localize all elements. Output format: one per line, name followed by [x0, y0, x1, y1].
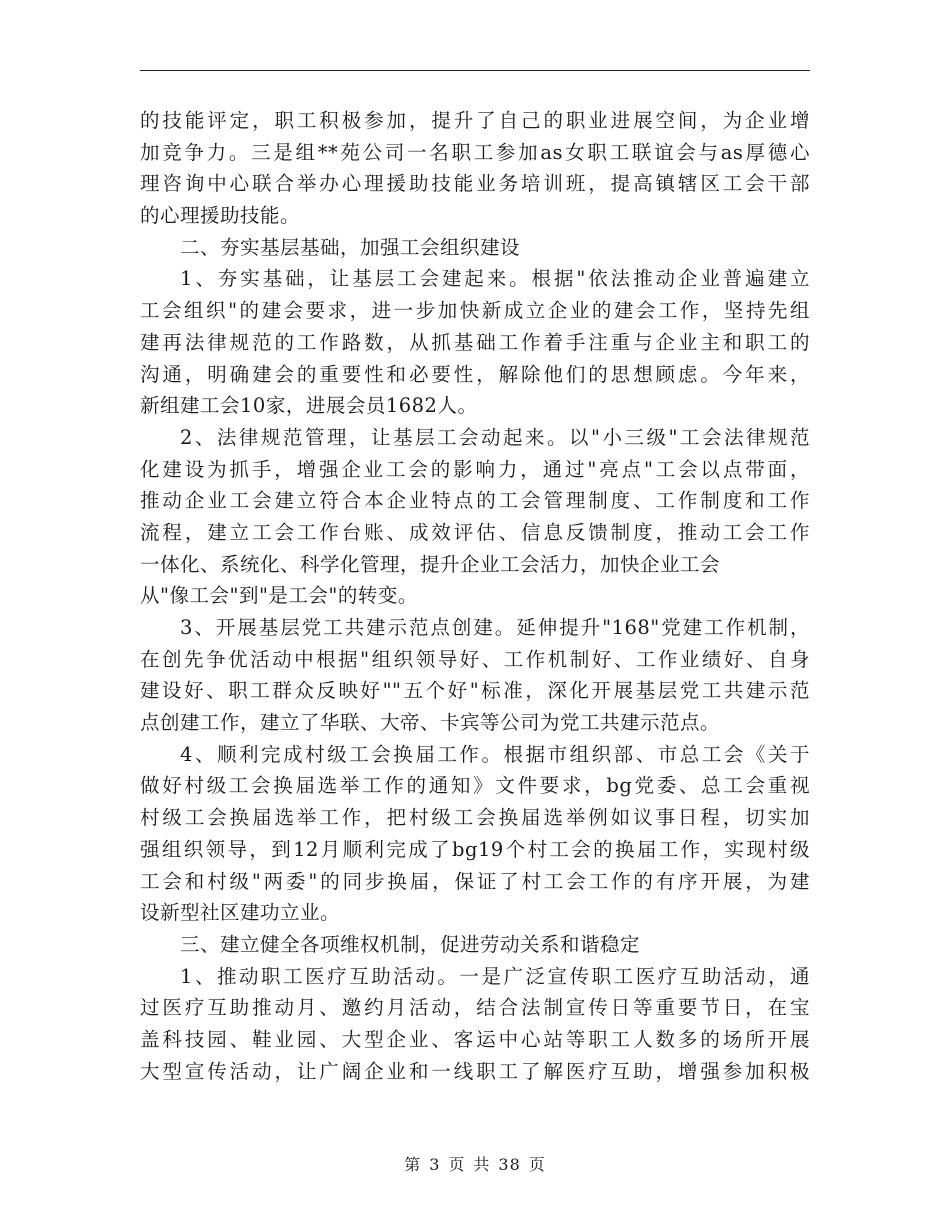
text-line: 的技能评定，职工积极参加，提升了自己的职业进展空间，为企业增: [140, 109, 810, 132]
text-line: 流程，建立工会工作台账、成效评估、信息反馈制度，推动工会工作: [140, 520, 810, 544]
page-footer: [0, 1152, 950, 1175]
text-line: 建再法律规范的工作路数，从抓基础工作着手注重与企业主和职工的: [140, 330, 810, 354]
text-line: 沟通，明确建会的重要性和必要性，解除他们的思想顾虑。今年来，: [140, 362, 810, 386]
text-line: 1、推动职工医疗互助活动。一是广泛宣传职工医疗互助活动，通: [180, 964, 810, 988]
text-line: 盖科技园、鞋业园、大型企业、客运中心站等职工人数多的场所开展: [140, 1027, 810, 1051]
footer-suffix: 页: [528, 1155, 546, 1174]
text-line: 4、顺利完成村级工会换届工作。根据市组织部、市总工会《关于: [180, 742, 810, 766]
header-rule: [140, 70, 810, 71]
footer-prefix: 第: [404, 1155, 422, 1174]
text-line: 强组织领导，到12月顺利完成了bg19个村工会的换届工作，实现村级: [140, 837, 810, 861]
text-line: 1、夯实基础，让基层工会建起来。根据"依法推动企业普遍建立: [180, 267, 810, 291]
text-line: 化建设为抓手，增强企业工会的影响力，通过"亮点"工会以点带面，: [140, 457, 810, 481]
document-body: [140, 105, 810, 1087]
text-line: 在创先争优活动中根据"组织领导好、工作机制好、工作业绩好、自身: [140, 647, 810, 671]
text-line: 设新型社区建功立业。: [140, 901, 341, 925]
text-line: 加竞争力。三是组**苑公司一名职工参加as女职工联谊会与as厚德心: [140, 140, 810, 164]
text-line: 工会组织"的建会要求，进一步加快新成立企业的建会工作，坚持先组: [140, 299, 810, 323]
text-line: 大型宣传活动，让广阔企业和一线职工了解医疗互助，增强参加积极: [140, 1059, 810, 1083]
text-line: 做好村级工会换届选举工作的通知》文件要求，bg党委、总工会重视: [140, 774, 810, 798]
text-line: 推动企业工会建立符合本企业特点的工会管理制度、工作制度和工作: [140, 489, 810, 513]
text-line: 建设好、职工群众反映好""五个好"标准，深化开展基层党工共建示范: [140, 679, 810, 703]
text-line: 的心理援助技能。: [140, 204, 301, 228]
text-line: 村级工会换届选举工作，把村级工会换届选举例如议事日程，切实加: [140, 806, 810, 830]
text-line: 一体化、系统化、科学化管理，提升企业工会活力，加快企业工会: [140, 552, 721, 576]
text-line: 3、开展基层党工共建示范点创建。延伸提升"168"党建工作机制，: [180, 616, 810, 639]
text-line: 新组建工会10家，进展会员1682人。: [140, 394, 478, 418]
text-line: 三、建立健全各项维权机制，促进劳动关系和谐稳定: [180, 932, 641, 956]
footer-page-word: 页: [448, 1155, 466, 1174]
text-line: 从"像工会"到"是工会"的转变。: [140, 584, 418, 608]
total-pages-number: 38: [498, 1155, 521, 1174]
text-line: 工会和村级"两委"的同步换届，保证了村工会工作的有序开展，为建: [140, 869, 810, 893]
current-page-number: 3: [429, 1155, 441, 1174]
footer-total-word: 共: [473, 1155, 491, 1174]
text-line: 二、夯实基层基础，加强工会组织建设: [180, 235, 521, 259]
text-line: 过医疗互助推动月、邀约月活动，结合法制宣传日等重要节日，在宝: [140, 996, 810, 1020]
text-line: 理咨询中心联合举办心理援助技能业务培训班，提高镇辖区工会干部: [140, 172, 810, 196]
text-line: 点创建工作，建立了华联、大帝、卡宾等公司为党工共建示范点。: [140, 711, 721, 735]
text-line: 2、法律规范管理，让基层工会动起来。以"小三级"工会法律规范: [180, 425, 810, 449]
